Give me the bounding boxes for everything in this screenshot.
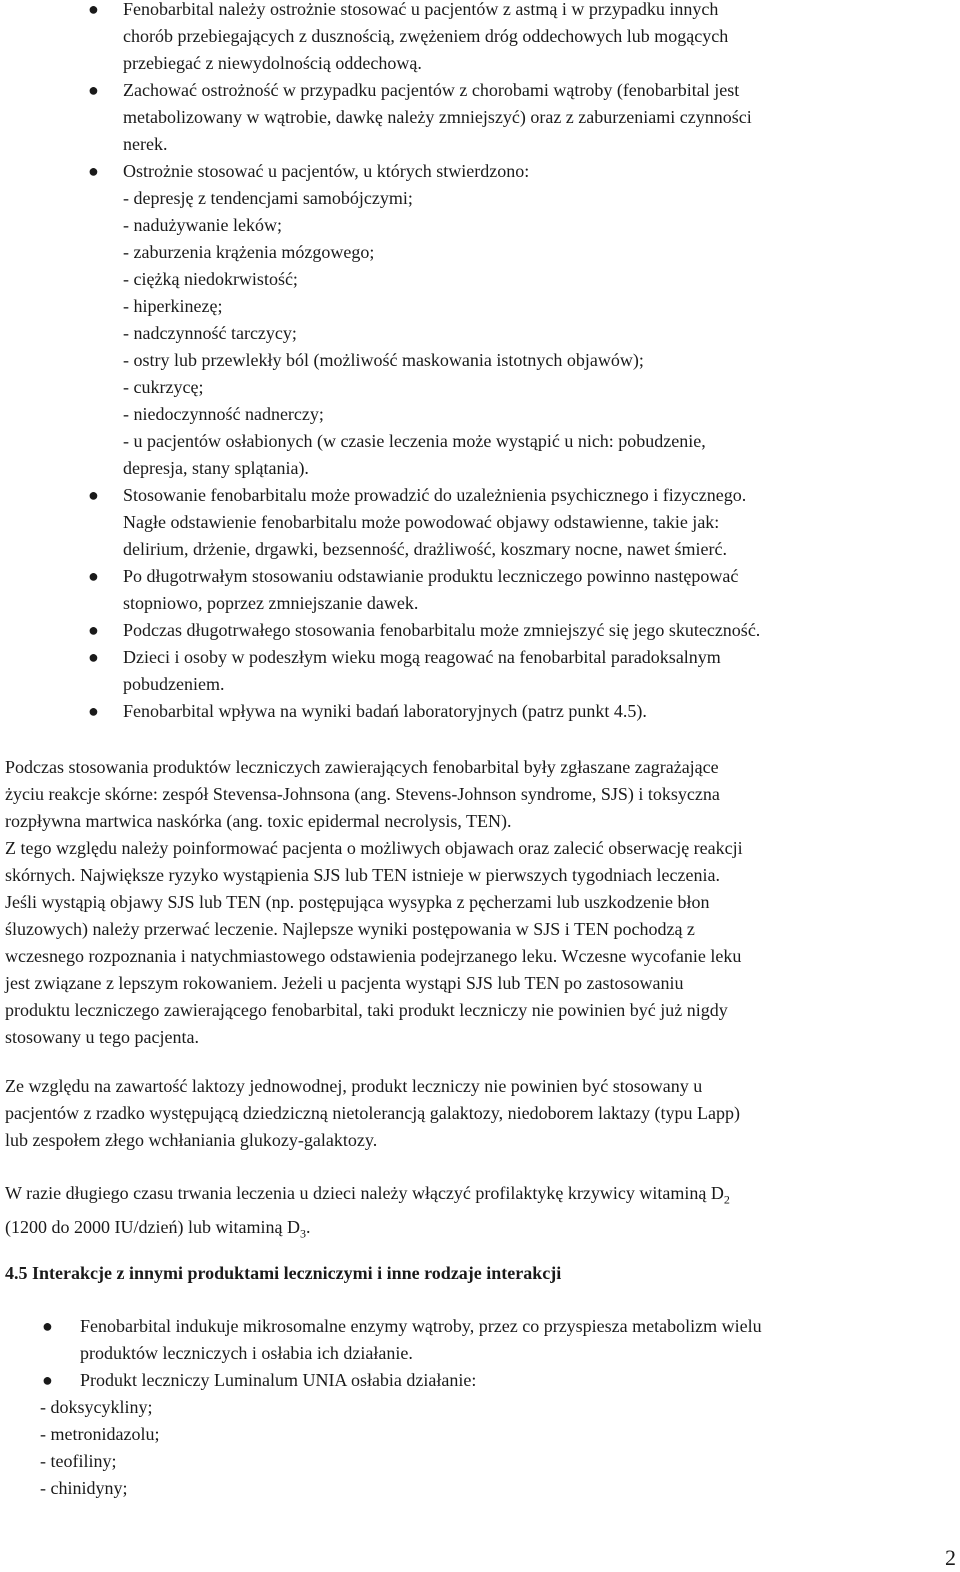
interaction-line: produktów leczniczych i osłabia ich działanie. [80,1343,413,1363]
precaution-item [0,698,950,725]
lactose-line: lub zespołem złego wchłaniania glukozy-galaktozy. [5,1130,378,1150]
precaution-line: - hiperkinezę; [123,296,223,316]
interaction-line: Produkt leczniczy Luminalum UNIA osłabia działanie: [80,1370,477,1390]
sjs-line: skórnych. Największe ryzyko wystąpienia SJS lub TEN istnieje w pierwszych tygodniach leczenia. [5,865,720,885]
interaction-item [0,1367,958,1394]
vitamin-d-paragraph [5,1180,955,1247]
subscript-3: 3 [299,1226,306,1241]
interactions-list [0,1313,958,1394]
interaction-item [0,1313,958,1367]
lactose-line: Ze względu na zawartość laktozy jednowodnej, produkt leczniczy nie powinien być stosowany u [5,1076,703,1096]
precaution-line: - niedoczynność nadnerczy; [123,404,324,424]
precaution-line: - depresję z tendencjami samobójczymi; [123,188,413,208]
precaution-line: Po długotrwałym stosowaniu odstawianie produktu leczniczego powinno następować [123,566,739,586]
precautions-list [0,0,950,725]
drug-item: - metronidazolu; [40,1424,160,1444]
precaution-line: - ciężką niedokrwistość; [123,269,298,289]
sjs-paragraph [5,754,955,1051]
precaution-line: Dzieci i osoby w podeszłym wieku mogą reagować na fenobarbital paradoksalnym [123,647,721,667]
precaution-line: depresja, stany splątania). [123,458,309,478]
lactose-paragraph [5,1073,955,1154]
bullet-icon: ● [88,701,99,721]
bullet-icon: ● [42,1316,53,1336]
bullet-icon: ● [88,566,99,586]
precaution-line: Fenobarbital należy ostrożnie stosować u pacjentów z astmą i w przypadku innych [123,0,719,19]
precaution-line: stopniowo, poprzez zmniejszanie dawek. [123,593,419,613]
precaution-line: - nadczynność tarczycy; [123,323,297,343]
drug-item: - teofiliny; [40,1451,117,1471]
section-heading-4-5: 4.5 Interakcje z innymi produktami leczniczymi i inne rodzaje interakcji [5,1263,562,1283]
interaction-line: Fenobarbital indukuje mikrosomalne enzymy wątroby, przez co przyspiesza metabolizm wielu [80,1316,762,1336]
sjs-line: produktu leczniczego zawierającego fenobarbital, taki produkt leczniczy nie powinien być już nigdy [5,1000,728,1020]
drug-item: - chinidyny; [40,1478,128,1498]
vitamin-d-line-2: (1200 do 2000 IU/dzień) lub witaminą D [5,1216,300,1237]
precaution-line: - zaburzenia krążenia mózgowego; [123,242,375,262]
precaution-item [0,644,950,698]
precaution-item [0,482,950,563]
precaution-line: Podczas długotrwałego stosowania fenobarbitalu może zmniejszyć się jego skuteczność. [123,620,761,640]
bullet-icon: ● [88,485,99,505]
sjs-line: stosowany u tego pacjenta. [5,1027,199,1047]
precaution-line: delirium, drżenie, drgawki, bezsenność, drażliwość, koszmary nocne, nawet śmierć. [123,539,727,559]
precaution-line: - nadużywanie leków; [123,215,282,235]
precaution-line: Zachować ostrożność w przypadku pacjentów z chorobami wątroby (fenobarbital jest [123,80,740,100]
precaution-line: Nagłe odstawienie fenobarbitalu może powodować objawy odstawienne, takie jak: [123,512,720,532]
precaution-line: metabolizowany w wątrobie, dawkę należy zmniejszyć) oraz z zaburzeniami czynności [123,107,752,127]
vitamin-d-line-1: W razie długiego czasu trwania leczenia u dzieci należy włączyć profilaktykę krzywicy witaminą D [5,1183,724,1203]
sjs-line: wczesnego rozpoznania i natychmiastowego odstawienia podejrzanego leku. Wczesne wycofanie leku [5,946,742,966]
precaution-line: przebiegać z niewydolnością oddechową. [123,53,422,73]
sjs-line: rozpływna martwica naskórka (ang. toxic epidermal necrolysis, TEN). [5,811,512,831]
sjs-line: jest związane z lepszym rokowaniem. Jeżeli u pacjenta wystąpi SJS lub TEN po zastosowaniu [5,973,684,993]
sjs-line: Podczas stosowania produktów leczniczych zawierających fenobarbital były zgłaszane zagrażające [5,757,719,777]
bullet-icon: ● [88,161,99,181]
vitamin-d-line-end: . [305,1216,311,1237]
precaution-item [0,0,950,77]
bullet-icon: ● [88,0,99,19]
precaution-line: Stosowanie fenobarbitalu może prowadzić do uzależnienia psychicznego i fizycznego. [123,485,747,505]
drug-item: - doksycykliny; [40,1397,153,1417]
precaution-line: - ostry lub przewlekły ból (możliwość maskowania istotnych objawów); [123,350,644,370]
sjs-line: Z tego względu należy poinformować pacjenta o możliwych objawach oraz zalecić obserwację reakcji [5,838,743,858]
precaution-line: - u pacjentów osłabionych (w czasie leczenia może wystąpić u nich: pobudzenie, [123,431,706,451]
sjs-line: życiu reakcje skórne: zespół Stevensa-Johnsona (ang. Stevens-Johnson syndrome, SJS) i toksyczna [5,784,720,804]
precaution-item [0,563,950,617]
precaution-line: chorób przebiegających z dusznością, zwężeniem dróg oddechowych lub mogących [123,26,729,46]
subscript-2: 2 [723,1192,730,1207]
precaution-item [0,158,950,482]
precaution-line: pobudzeniem. [123,674,225,694]
bullet-icon: ● [42,1370,53,1390]
precaution-line: Fenobarbital wpływa na wyniki badań laboratoryjnych (patrz punkt 4.5). [123,701,647,721]
bullet-icon: ● [88,80,99,100]
sjs-line: śluzowych) należy przerwać leczenie. Najlepsze wyniki postępowania w SJS i TEN pochodzą z [5,919,695,939]
precaution-line: Ostrożnie stosować u pacjentów, u których stwierdzono: [123,161,530,181]
sjs-line: Jeśli wystąpią objawy SJS lub TEN (np. postępująca wysypka z pęcherzami lub uszkodzenie błon [5,892,710,912]
precaution-line: nerek. [123,134,168,154]
lactose-line: pacjentów z rzadko występującą dziedziczną nietolerancją galaktozy, niedoborem laktazy (typu Lapp) [5,1103,740,1123]
weakened-drugs-list [40,1394,159,1502]
precaution-item [0,77,950,158]
page-number: 2 [945,1545,956,1570]
bullet-icon: ● [88,620,99,640]
bullet-icon: ● [88,647,99,667]
precaution-line: - cukrzycę; [123,377,204,397]
precaution-item [0,617,950,644]
